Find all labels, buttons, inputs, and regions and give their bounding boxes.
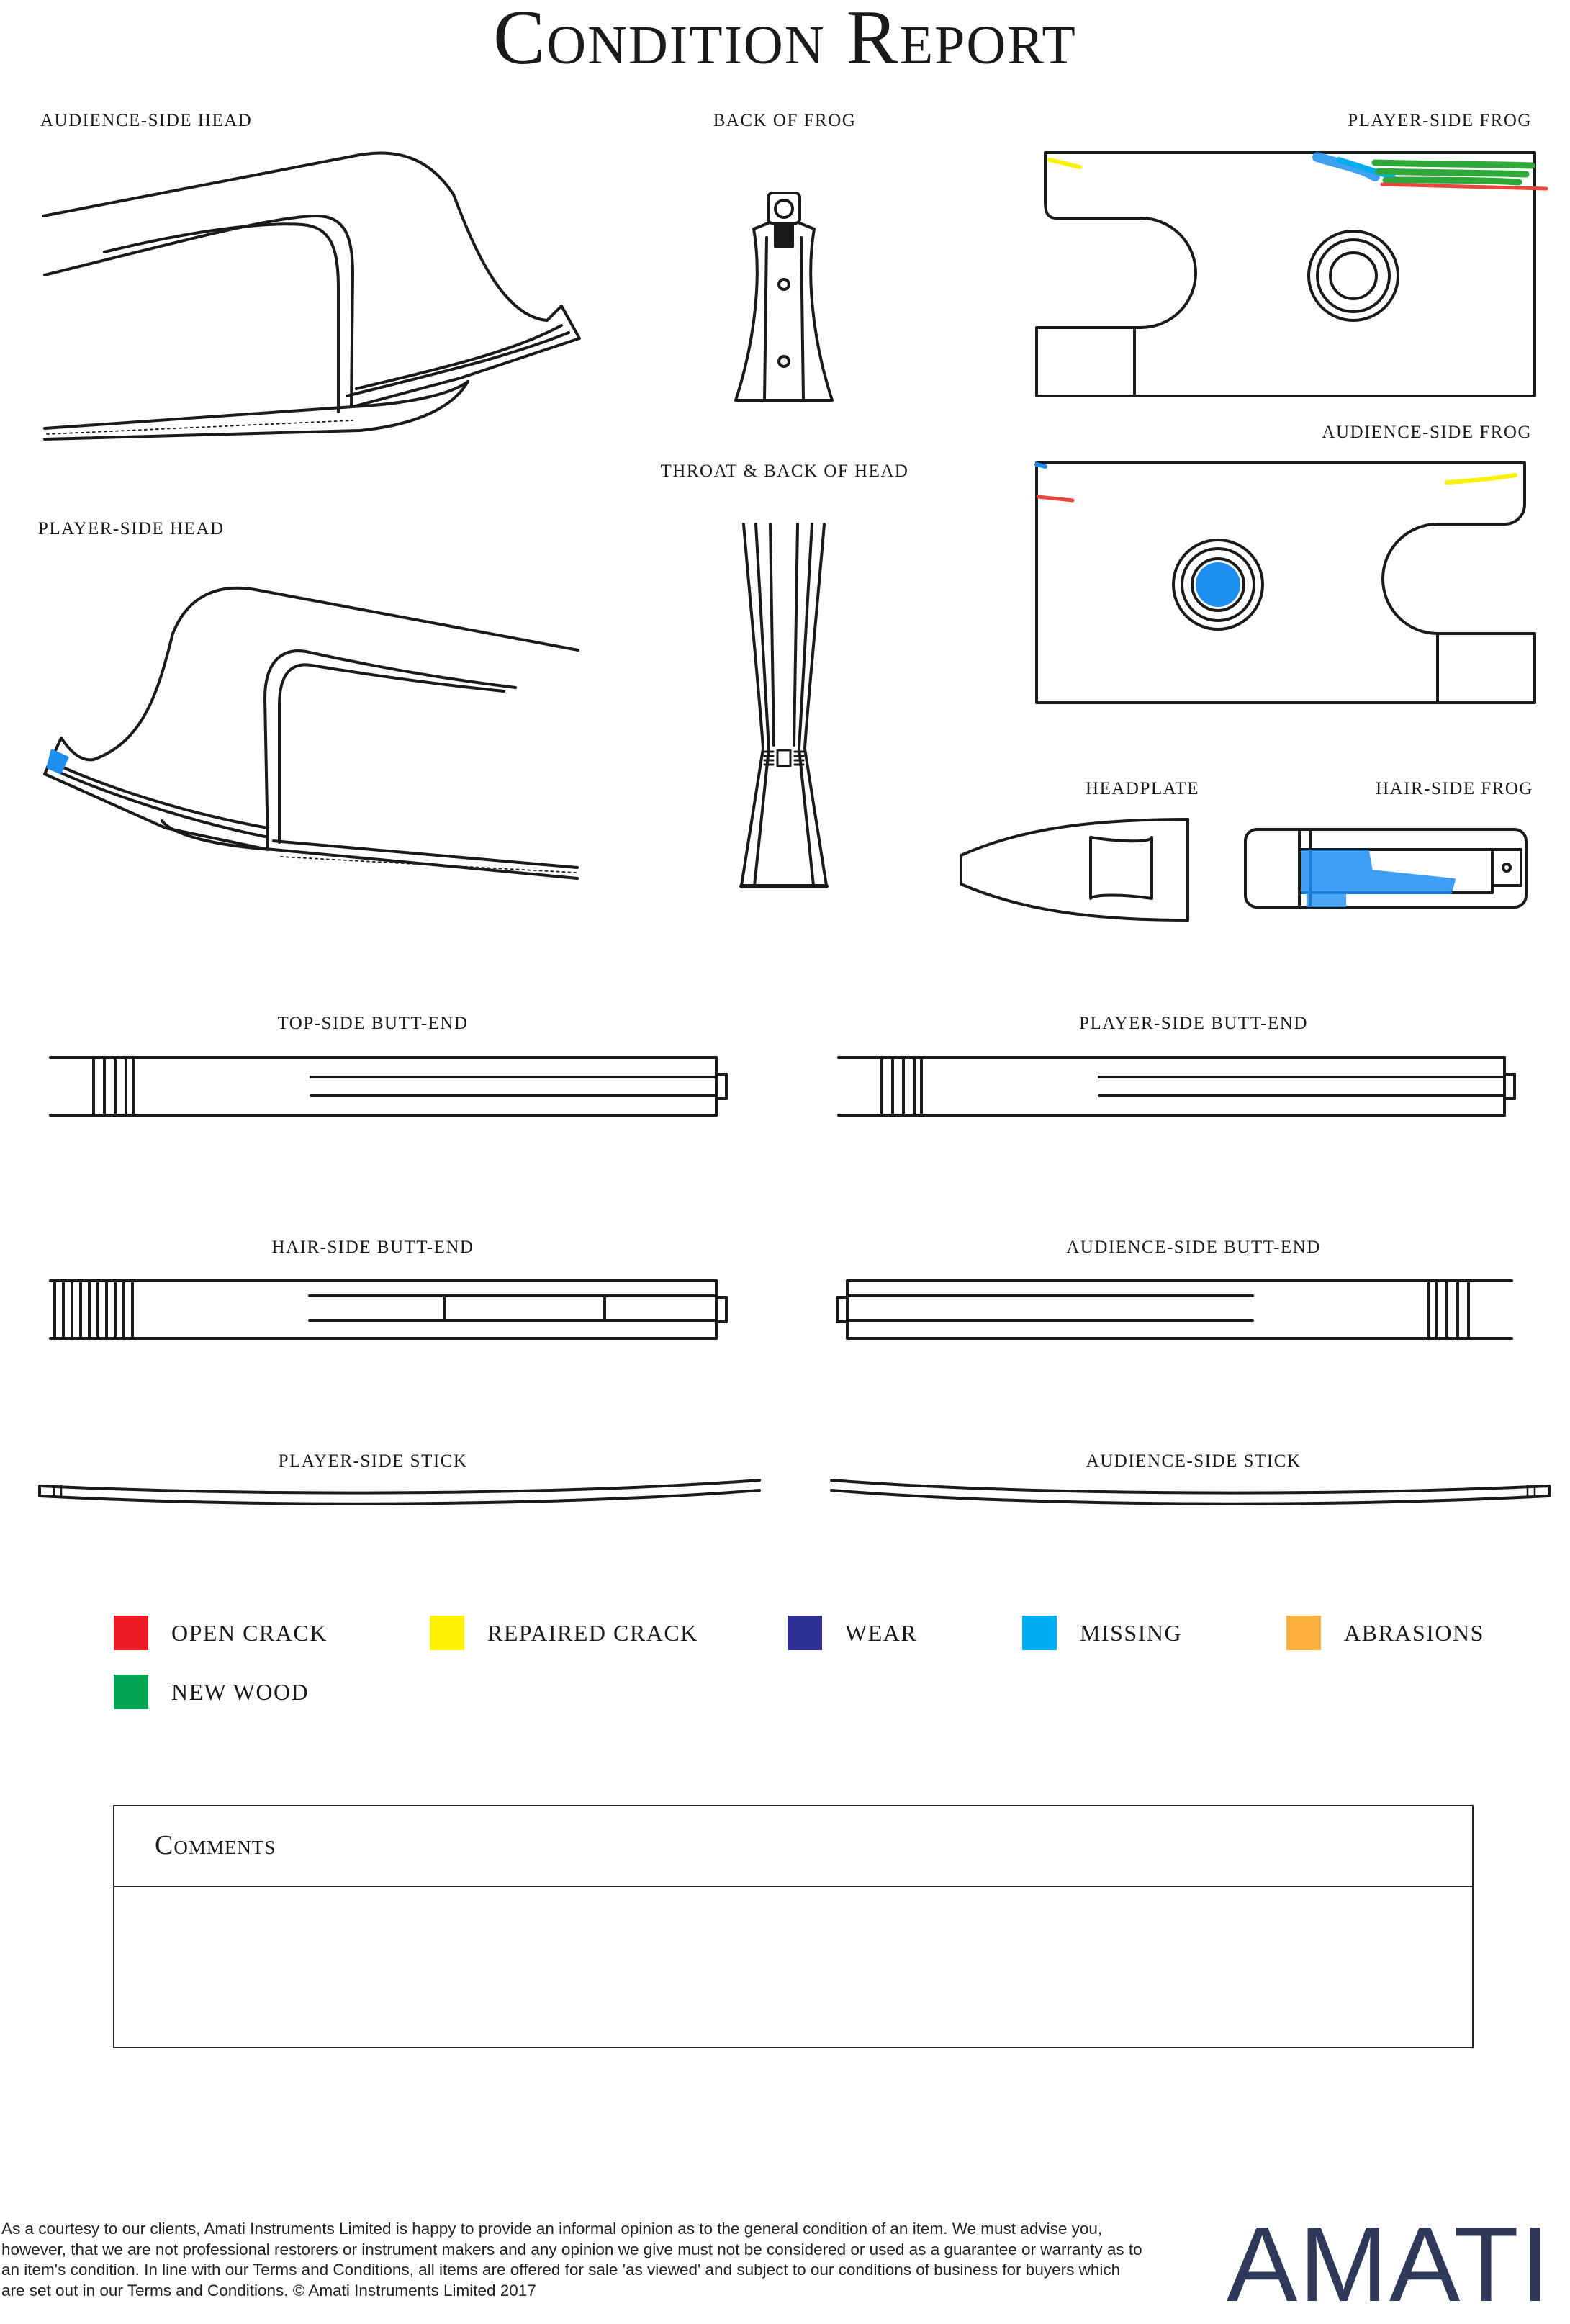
headplate-drawing — [961, 819, 1188, 920]
label-hair-side-frog: HAIR-SIDE FROG — [1376, 779, 1533, 798]
player-side-frog-drawing — [1037, 153, 1546, 396]
legend-item-wear — [788, 1616, 917, 1650]
legend-item-abrasions — [1286, 1616, 1484, 1650]
player-side-head-drawing — [45, 588, 578, 878]
label-audience-side-frog: AUDIENCE-SIDE FROG — [1322, 423, 1532, 442]
label-headplate: HEADPLATE — [1086, 779, 1199, 798]
label-top-side-butt-end: TOP-SIDE BUTT-END — [277, 1014, 469, 1033]
legend-item-open-crack — [114, 1616, 328, 1650]
legend-label-wear: WEAR — [845, 1619, 918, 1646]
label-audience-side-head: AUDIENCE-SIDE HEAD — [40, 111, 253, 130]
legend-label-repaired-crack: REPAIRED CRACK — [487, 1619, 698, 1646]
legend-label-new-wood: NEW WOOD — [171, 1678, 310, 1705]
hair-side-frog-drawing — [1245, 829, 1526, 907]
label-player-side-stick: PLAYER-SIDE STICK — [278, 1451, 468, 1471]
audience-side-butt-end-drawing — [837, 1281, 1512, 1338]
legend-swatch-open-crack — [114, 1616, 148, 1650]
comments-box — [113, 1805, 1474, 2048]
throat-back-of-head-drawing — [741, 524, 826, 886]
legend-label-open-crack: OPEN CRACK — [171, 1619, 328, 1646]
top-side-butt-end-drawing — [50, 1058, 726, 1115]
legend-item-repaired-crack — [430, 1616, 698, 1650]
player-side-butt-end-drawing — [839, 1058, 1515, 1115]
label-player-side-head: PLAYER-SIDE HEAD — [38, 519, 225, 539]
label-throat-back-of-head: THROAT & BACK OF HEAD — [660, 461, 909, 481]
audience-side-frog-drawing — [1037, 463, 1535, 703]
legend-swatch-missing — [1022, 1616, 1057, 1650]
label-audience-side-stick: AUDIENCE-SIDE STICK — [1086, 1451, 1301, 1471]
label-player-side-butt-end: PLAYER-SIDE BUTT-END — [1079, 1014, 1308, 1033]
disclaimer-text: As a courtesy to our clients, Amati Instruments Limited is happy to provide an informal opinion as to the general condition of an item. We must advise you, however, that we are not professional restorers or instrument makers and any opinion we give must not be considered or used as a guarantee or warranty as to an item's condition. In line with our Terms and Conditions, all items are offered for sale 'as viewed' and subject to our conditions of business for buyers which are set out in our Terms and Conditions. © Amati Instruments Limited 2017 — [1, 2220, 1142, 2300]
legend-label-abrasions: ABRASIONS — [1344, 1619, 1484, 1646]
player-side-stick-drawing — [40, 1480, 759, 1504]
hair-side-butt-end-drawing — [50, 1281, 726, 1338]
label-audience-side-butt-end: AUDIENCE-SIDE BUTT-END — [1066, 1238, 1321, 1257]
back-of-frog-drawing — [736, 193, 832, 400]
audience-side-head-drawing — [43, 153, 579, 439]
label-back-of-frog: BACK OF FROG — [713, 111, 857, 130]
legend-label-missing: MISSING — [1080, 1619, 1183, 1646]
audience-side-stick-drawing — [831, 1480, 1549, 1504]
comments-title: Comments — [155, 1830, 276, 1860]
legend-swatch-repaired-crack — [430, 1616, 464, 1650]
page-title: Condition Report — [493, 0, 1077, 81]
comments-header — [114, 1806, 1472, 1887]
amati-logo: AMATI — [1226, 2205, 1551, 2324]
legend-swatch-wear — [788, 1616, 822, 1650]
legend-swatch-abrasions — [1286, 1616, 1321, 1650]
label-hair-side-butt-end: HAIR-SIDE BUTT-END — [271, 1238, 474, 1257]
label-player-side-frog: PLAYER-SIDE FROG — [1348, 111, 1532, 130]
comments-body[interactable] — [114, 1887, 1472, 2047]
legend-swatch-new-wood — [114, 1675, 148, 1709]
legend-item-missing — [1022, 1616, 1182, 1650]
legend-item-new-wood — [114, 1675, 309, 1709]
